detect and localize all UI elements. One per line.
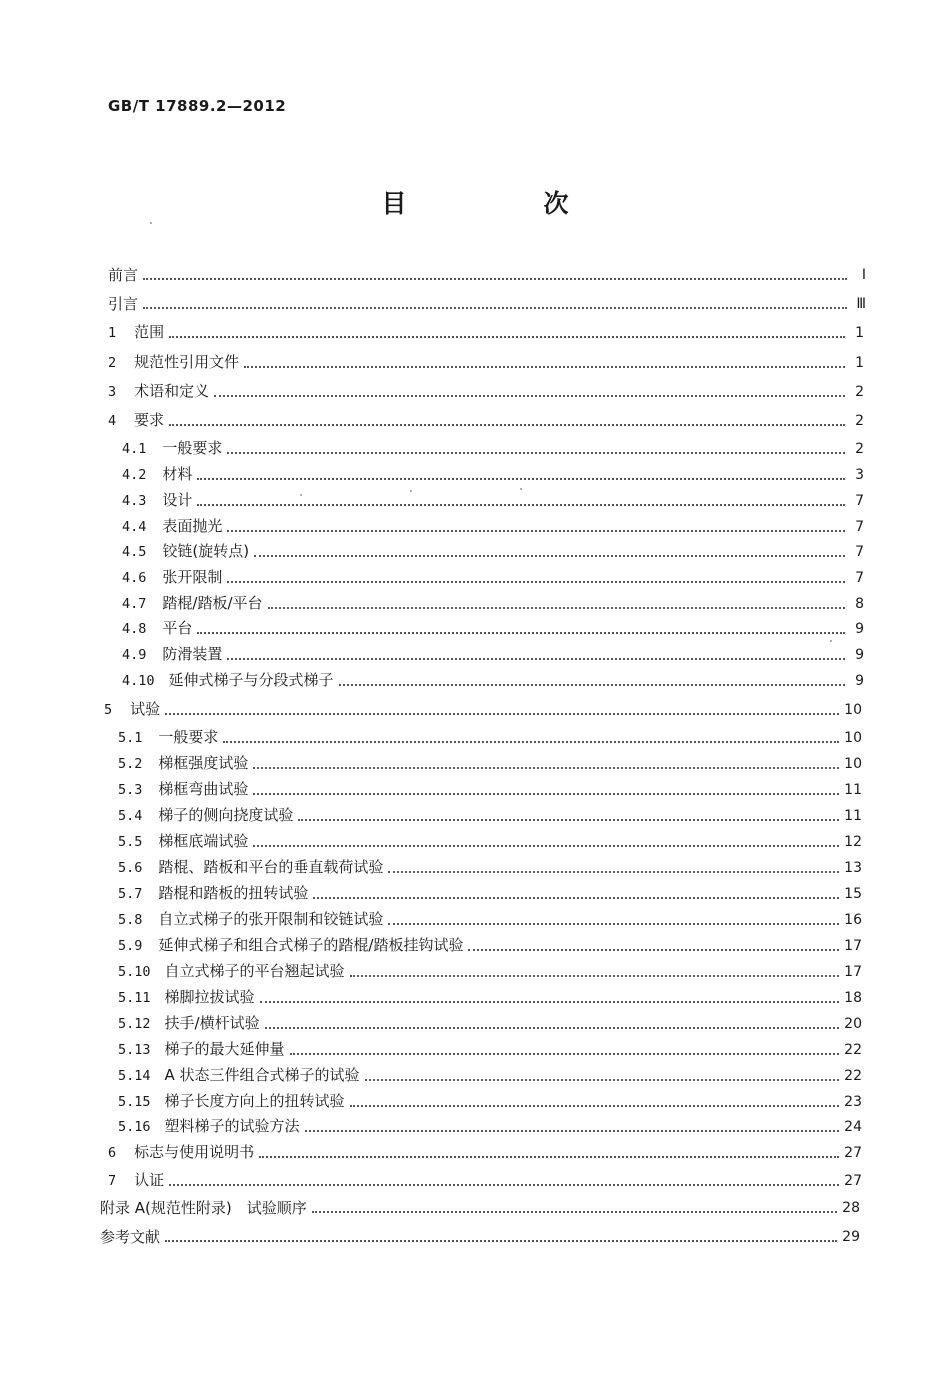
toc-entry-number: 5.15 <box>118 1094 151 1110</box>
toc-entry-title: 引言 <box>108 295 139 313</box>
toc-entry-label <box>122 619 192 638</box>
toc-entry-label <box>122 542 249 561</box>
toc-entry-label <box>108 411 164 430</box>
toc-page-number: 28 <box>842 1200 860 1216</box>
toc-entry-title: 设计 <box>162 491 193 509</box>
toc-page-number: 17 <box>844 964 862 980</box>
toc-entry-title: 规范性引用文件 <box>134 353 240 371</box>
scan-speck <box>410 490 412 492</box>
toc-entry-label <box>100 1199 307 1217</box>
toc-dot-leader <box>244 365 845 368</box>
toc-entry-label <box>122 491 192 510</box>
toc-entry-number: 4.7 <box>122 596 147 612</box>
toc-page-number: 10 <box>844 730 862 746</box>
toc-entry-title: A 状态三件组合式梯子的试验 <box>164 1066 360 1084</box>
toc-entry-label <box>108 1171 164 1190</box>
toc-entry-label <box>108 323 164 342</box>
toc-dot-leader <box>365 1078 840 1081</box>
toc-entry-label <box>104 700 160 719</box>
toc-entry[interactable] <box>118 959 862 981</box>
toc-entry[interactable] <box>118 803 862 825</box>
toc-page-number: 9 <box>855 647 864 663</box>
toc-entry-label <box>108 266 138 284</box>
toc-entry-label <box>122 517 222 536</box>
toc-entry-number: 4.8 <box>122 621 147 637</box>
toc-entry[interactable] <box>118 1063 862 1085</box>
toc-entry-label <box>118 858 383 877</box>
toc-dot-leader <box>265 1026 840 1029</box>
toc-entry-label <box>118 1117 300 1136</box>
toc-entry[interactable] <box>118 751 862 773</box>
toc-dot-leader <box>223 740 839 743</box>
toc-entry-title: 梯子的侧向挠度试验 <box>158 806 294 824</box>
toc-entry-label <box>118 754 248 773</box>
toc-dot-leader <box>165 1239 837 1242</box>
toc-entry-label <box>122 439 222 458</box>
toc-dot-leader <box>312 1210 837 1213</box>
toc-dot-leader <box>197 503 845 506</box>
toc-entry-title: 扶手/横杆试验 <box>164 1014 260 1032</box>
toc-page-number: 9 <box>855 621 864 637</box>
toc-dot-leader <box>339 683 845 686</box>
toc-page-number: 23 <box>844 1094 862 1110</box>
toc-page-number: 7 <box>855 570 864 586</box>
toc-entry-label <box>118 962 345 981</box>
toc-entry-title: 张开限制 <box>162 568 223 586</box>
toc-entry-title: 梯脚拉拔试验 <box>164 988 255 1006</box>
toc-entry-label <box>118 780 248 799</box>
toc-entry[interactable] <box>118 985 862 1007</box>
toc-entry[interactable] <box>122 462 864 484</box>
toc-entry[interactable] <box>122 668 864 690</box>
toc-dot-leader <box>253 844 839 847</box>
toc-entry-label <box>108 1143 254 1162</box>
toc-entry[interactable] <box>108 408 864 430</box>
toc-entry[interactable] <box>122 539 864 561</box>
toc-entry-label <box>122 671 334 690</box>
toc-entry-label <box>118 1014 260 1033</box>
scan-speck <box>150 222 152 224</box>
toc-entry-title: 梯框强度试验 <box>158 754 249 772</box>
toc-entry-title: 范围 <box>134 323 165 341</box>
toc-page-number: 24 <box>844 1119 862 1135</box>
toc-page-number: 13 <box>844 860 862 876</box>
scan-speck <box>520 488 522 490</box>
toc-entry[interactable] <box>122 436 864 458</box>
toc-entry[interactable] <box>118 777 862 799</box>
toc-entry-title: 参考文献 <box>100 1228 161 1246</box>
toc-entry-number: 4.4 <box>122 519 147 535</box>
toc-entry-label <box>118 884 308 903</box>
toc-entry-title: 平台 <box>162 619 193 637</box>
toc-dot-leader <box>143 277 847 280</box>
toc-entry[interactable] <box>118 933 862 955</box>
toc-entry-title: 踏棍、踏板和平台的垂直载荷试验 <box>158 858 384 876</box>
toc-entry-number: 5.16 <box>118 1119 151 1135</box>
toc-entry[interactable] <box>104 697 862 719</box>
toc-entry-number: 5.9 <box>118 938 143 954</box>
toc-entry-number: 4.3 <box>122 493 147 509</box>
toc-entry[interactable] <box>122 616 864 638</box>
toc-entry[interactable] <box>100 1195 860 1217</box>
toc-entry-number: 4.5 <box>122 544 147 560</box>
toc-entry-number: 4.10 <box>122 673 155 689</box>
toc-dot-leader <box>260 1000 840 1003</box>
toc-dot-leader <box>165 712 839 715</box>
toc-entry-label <box>118 988 255 1007</box>
toc-entry[interactable] <box>118 829 862 851</box>
toc-entry[interactable] <box>118 907 862 929</box>
toc-entry-number: 4.2 <box>122 467 147 483</box>
toc-page-number: 1 <box>855 325 864 341</box>
toc-dot-leader <box>227 657 845 660</box>
toc-entry[interactable] <box>118 881 862 903</box>
toc-entry-number: 5.6 <box>118 860 143 876</box>
toc-page-number: 10 <box>844 756 862 772</box>
toc-entry[interactable] <box>118 725 862 747</box>
toc-page-number: 3 <box>855 467 864 483</box>
standard-code: GB/T 17889.2—2012 <box>108 97 287 115</box>
toc-entry-number: 5.11 <box>118 990 151 1006</box>
toc-entry-title: 踏棍/踏板/平台 <box>162 594 263 612</box>
toc-entry-label <box>122 465 192 484</box>
toc-entry[interactable] <box>108 262 866 284</box>
toc-page-number: 11 <box>844 808 862 824</box>
toc-page-number: Ⅲ <box>856 296 866 312</box>
toc-entry-number: 5.13 <box>118 1042 151 1058</box>
toc-entry-number: 5.1 <box>118 730 143 746</box>
scan-speck <box>300 494 302 496</box>
toc-entry-title: 梯框弯曲试验 <box>158 780 249 798</box>
toc-page-number: 7 <box>855 544 864 560</box>
toc-page-number: 2 <box>855 441 864 457</box>
toc-entry-label <box>108 382 209 401</box>
toc-entry-number: 7 <box>108 1173 117 1189</box>
toc-entry-title: 标志与使用说明书 <box>134 1143 255 1161</box>
toc-page-number: 18 <box>844 990 862 1006</box>
toc-entry-number: 5.4 <box>118 808 143 824</box>
toc-dot-leader <box>169 423 845 426</box>
toc-entry-title: 附录 A(规范性附录) 试验顺序 <box>100 1199 307 1217</box>
toc-entry-number: 4.6 <box>122 570 147 586</box>
toc-dot-leader <box>197 631 845 634</box>
toc-entry[interactable] <box>100 1224 860 1246</box>
toc-dot-leader <box>227 580 845 583</box>
toc-dot-leader <box>388 922 839 925</box>
toc-entry-title: 延伸式梯子与分段式梯子 <box>168 671 334 689</box>
toc-dot-leader <box>169 335 845 338</box>
scan-speck <box>830 640 832 642</box>
toc-entry-label <box>118 1066 360 1085</box>
toc-entry[interactable] <box>108 320 864 342</box>
toc-page-number: 2 <box>855 413 864 429</box>
toc-entry-title: 一般要求 <box>158 728 219 746</box>
toc-entry[interactable] <box>108 1168 862 1190</box>
toc-page-number: 16 <box>844 912 862 928</box>
toc-entry-label <box>122 645 222 664</box>
toc-dot-leader <box>259 1155 839 1158</box>
toc-dot-leader <box>253 792 839 795</box>
toc-entry-title: 表面抛光 <box>162 517 223 535</box>
toc-entry-number: 4 <box>108 413 117 429</box>
toc-page-number: 17 <box>844 938 862 954</box>
toc-entry[interactable] <box>122 642 864 664</box>
toc-dot-leader <box>350 1104 840 1107</box>
toc-entry-label <box>118 728 218 747</box>
toc-entry-label <box>118 806 293 825</box>
toc-entry-label <box>108 353 239 372</box>
toc-entry-title: 一般要求 <box>162 439 223 457</box>
toc-entry-label <box>108 295 138 313</box>
toc-dot-leader <box>350 974 840 977</box>
toc-page-number: 22 <box>844 1042 862 1058</box>
toc-entry-label <box>118 832 248 851</box>
toc-entry-label <box>122 568 222 587</box>
toc-entry-title: 塑料梯子的试验方法 <box>164 1117 300 1135</box>
toc-page-number: 2 <box>855 384 864 400</box>
toc-entry[interactable] <box>122 514 864 536</box>
toc-page-number: 29 <box>842 1229 860 1245</box>
toc-entry-label <box>122 594 263 613</box>
toc-page-number: 27 <box>844 1173 862 1189</box>
toc-entry[interactable] <box>122 488 864 510</box>
toc-entry-number: 4.9 <box>122 647 147 663</box>
toc-entry[interactable] <box>108 350 864 372</box>
toc-entry-title: 前言 <box>108 266 139 284</box>
toc-dot-leader <box>268 606 846 609</box>
toc-page-number: 22 <box>844 1068 862 1084</box>
toc-entry-number: 5.8 <box>118 912 143 928</box>
toc-dot-leader <box>388 870 839 873</box>
toc-entry-number: 5 <box>104 702 113 718</box>
toc-entry-number: 5.12 <box>118 1016 151 1032</box>
toc-entry[interactable] <box>108 291 866 313</box>
toc-entry-number: 5.14 <box>118 1068 151 1084</box>
toc-entry-title: 铰链(旋转点) <box>162 542 250 560</box>
toc-entry-title: 防滑装置 <box>162 645 223 663</box>
toc-entry-title: 梯子的最大延伸量 <box>164 1040 285 1058</box>
toc-page-number: 27 <box>844 1145 862 1161</box>
toc-dot-leader <box>305 1129 840 1132</box>
toc-entry-number: 2 <box>108 355 117 371</box>
toc-dot-leader <box>227 451 845 454</box>
toc-entry[interactable] <box>118 1011 862 1033</box>
toc-page-number: 7 <box>855 493 864 509</box>
toc-entry[interactable] <box>118 1089 862 1111</box>
toc-entry-label <box>118 1092 345 1111</box>
toc-page-number: Ⅰ <box>861 267 866 283</box>
toc-page-number: 9 <box>855 673 864 689</box>
toc-entry[interactable] <box>122 591 864 613</box>
toc-page-number: 15 <box>844 886 862 902</box>
toc-entry-number: 5.10 <box>118 964 151 980</box>
toc-entry-number: 5.2 <box>118 756 143 772</box>
toc-entry-title: 踏棍和踏板的扭转试验 <box>158 884 309 902</box>
toc-entry-title: 梯子长度方向上的扭转试验 <box>164 1092 345 1110</box>
toc-entry[interactable] <box>118 1037 862 1059</box>
toc-page-number: 8 <box>855 596 864 612</box>
toc-page-number: 12 <box>844 834 862 850</box>
toc-dot-leader <box>253 766 839 769</box>
toc-dot-leader <box>254 554 845 557</box>
toc-entry-title: 材料 <box>162 465 193 483</box>
toc-entry-number: 3 <box>108 384 117 400</box>
toc-entry-number: 4.1 <box>122 441 147 457</box>
toc-entry-number: 5.3 <box>118 782 143 798</box>
toc-entry-label <box>100 1228 160 1246</box>
toc-page-number: 10 <box>844 702 862 718</box>
toc-entry-label <box>118 1040 285 1059</box>
toc-entry-title: 梯框底端试验 <box>158 832 249 850</box>
toc-entry-label <box>118 910 383 929</box>
toc-entry[interactable] <box>118 1114 862 1136</box>
toc-entry-number: 6 <box>108 1145 117 1161</box>
toc-entry[interactable] <box>122 565 864 587</box>
toc-entry[interactable] <box>108 1140 862 1162</box>
toc-entry[interactable] <box>118 855 862 877</box>
toc-page-number: 20 <box>844 1016 862 1032</box>
toc-entry[interactable] <box>108 379 864 401</box>
toc-dot-leader <box>298 818 839 821</box>
toc-entry-number: 5.7 <box>118 886 143 902</box>
toc-dot-leader <box>169 1183 839 1186</box>
toc-entry-label <box>118 936 463 955</box>
toc-page-number: 1 <box>855 355 864 371</box>
toc-dot-leader <box>227 529 845 532</box>
toc-entry-number: 5.5 <box>118 834 143 850</box>
toc-entry-title: 延伸式梯子和组合式梯子的踏棍/踏板挂钩试验 <box>158 936 464 954</box>
toc-dot-leader <box>290 1052 840 1055</box>
toc-dot-leader <box>468 948 839 951</box>
toc-dot-leader <box>313 896 839 899</box>
toc-entry-title: 自立式梯子的平台翘起试验 <box>164 962 345 980</box>
toc-page-number: 11 <box>844 782 862 798</box>
toc-entry-number: 1 <box>108 325 117 341</box>
toc-entry-title: 术语和定义 <box>134 382 210 400</box>
toc-entry-title: 认证 <box>134 1171 165 1189</box>
toc-dot-leader <box>143 306 847 309</box>
toc-entry-title: 要求 <box>134 411 165 429</box>
toc-entry-title: 试验 <box>130 700 161 718</box>
toc-dot-leader <box>197 477 845 480</box>
toc-entry-title: 自立式梯子的张开限制和铰链试验 <box>158 910 384 928</box>
page-title: 目 次 <box>381 189 625 218</box>
toc-dot-leader <box>214 394 845 397</box>
toc-page-number: 7 <box>855 519 864 535</box>
